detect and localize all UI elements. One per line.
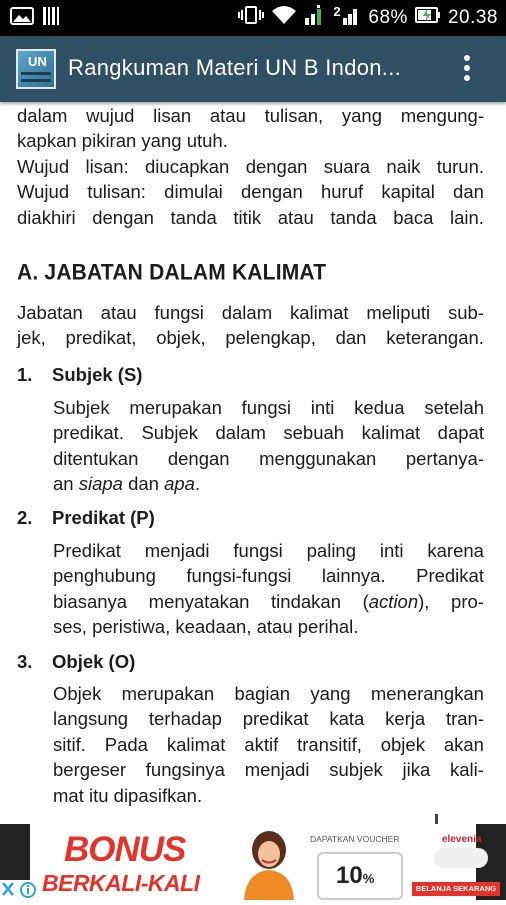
word: Wujud	[17, 155, 70, 177]
word: tulisan,	[264, 105, 324, 126]
word: bagian	[234, 683, 291, 704]
word: setelah	[424, 397, 484, 418]
word: yang	[310, 683, 351, 704]
word: dimulai	[164, 181, 223, 203]
text-line	[17, 300, 484, 325]
word: atau	[100, 302, 137, 323]
word: aktif	[244, 733, 279, 755]
word: jek,	[17, 327, 46, 349]
app-logo	[16, 49, 56, 89]
text-line	[17, 205, 484, 230]
word: merupakan	[129, 397, 222, 418]
intro-paragraph	[17, 103, 484, 230]
word: Objek	[53, 683, 102, 704]
word: fungsi-fungsi	[186, 565, 292, 587]
text-line	[17, 103, 484, 128]
ad-bonus-text: BONUS	[64, 830, 186, 869]
word: menjadi	[144, 540, 210, 561]
word: turun.	[436, 155, 484, 177]
ad-creative[interactable]	[30, 824, 497, 900]
ad-cta-button[interactable]: BELANJA SEKARANG	[412, 882, 500, 896]
word: bergeser	[53, 759, 127, 781]
word: dan	[453, 181, 484, 203]
vibrate-icon	[238, 5, 264, 31]
word: diucapkan	[145, 155, 230, 177]
app-logo-stripe	[21, 72, 51, 75]
word: dalam	[215, 422, 266, 444]
word: Subjek	[141, 422, 199, 444]
word: kalimat	[289, 302, 349, 323]
word: predikat,	[65, 327, 137, 349]
text-line	[17, 325, 484, 350]
word: sub-	[447, 302, 484, 323]
word: atau	[209, 105, 246, 126]
word: kalimat	[361, 422, 421, 444]
item-title-subjek: Subjek (S)	[52, 364, 143, 385]
word: suara	[323, 155, 371, 177]
word: baca	[393, 206, 434, 228]
text-line	[53, 420, 484, 445]
word: Wujud	[17, 181, 70, 203]
word: pro-	[451, 590, 484, 612]
word: mengung-	[400, 105, 484, 126]
word: pertanya-	[405, 447, 484, 469]
word: fungsi	[233, 540, 283, 561]
more-vert-icon[interactable]	[455, 52, 479, 86]
text-line	[53, 538, 484, 563]
word: dan	[122, 473, 165, 495]
word: yang	[341, 105, 382, 126]
battery-percent: 68%	[368, 7, 408, 28]
word: siapa	[78, 473, 123, 495]
word: sitif.	[53, 733, 86, 755]
text-line	[53, 681, 484, 706]
item-paragraph-objek	[53, 681, 484, 808]
word: fungsinya	[145, 759, 225, 781]
text-line	[53, 471, 484, 496]
word: kapkan pikiran yang utuh.	[17, 130, 228, 152]
app-title: Rangkuman Materi UN B Indon...	[68, 55, 402, 80]
word: tindakan	[271, 590, 341, 612]
word: dan	[335, 327, 367, 349]
item-number: 1.	[17, 364, 33, 385]
word: titik	[233, 206, 262, 228]
word: inti	[379, 540, 404, 561]
word: meliputi	[366, 302, 431, 323]
word: dapat	[437, 422, 484, 444]
word: dengan	[245, 155, 308, 177]
section-heading: A. JABATAN DALAM KALIMAT	[17, 260, 327, 285]
word: akan	[443, 733, 484, 755]
word: dalam	[17, 105, 68, 126]
app-logo-text: UN	[28, 54, 47, 69]
lead-paragraph	[17, 300, 484, 351]
text-line	[53, 732, 484, 757]
text-line	[53, 446, 484, 471]
word: tanda	[170, 206, 217, 228]
word: sebuah	[283, 422, 345, 444]
ad-person-image	[236, 830, 302, 900]
item-paragraph-subjek	[53, 395, 484, 497]
word: atau	[277, 206, 314, 228]
word: Predikat	[416, 565, 484, 587]
barcode-icon	[42, 6, 62, 31]
ad-berkali-text: BERKALI-KALI	[42, 870, 200, 896]
clock: 20.38	[447, 7, 498, 28]
word: diakhiri	[17, 206, 76, 228]
word: kedua	[354, 397, 405, 418]
word: menyatakan	[148, 590, 250, 612]
text-line	[53, 395, 484, 420]
word: pelengkap,	[225, 327, 316, 349]
word: objek	[380, 733, 425, 755]
status-bar	[0, 0, 506, 36]
word: biasanya	[53, 590, 128, 612]
word: Subjek	[53, 397, 110, 418]
text-line	[53, 783, 484, 808]
word: fungsi	[154, 302, 204, 323]
word: Predikat	[53, 540, 121, 561]
word: naik	[386, 155, 421, 177]
word: paling	[306, 540, 357, 561]
page-mark	[435, 814, 438, 824]
app-logo-stripe	[21, 79, 51, 82]
word: ses, peristiwa, keadaan, atau perihal.	[53, 616, 359, 638]
ad-banner[interactable]	[0, 824, 506, 900]
word: mat itu dipasifkan.	[53, 784, 203, 806]
word: dengan	[92, 206, 154, 228]
ad-voucher-value: 10	[336, 862, 363, 889]
word: kapital	[381, 181, 435, 203]
word: transitif,	[297, 733, 362, 755]
ad-voucher-label: DAPATKAN VOUCHER	[310, 834, 400, 844]
gallery-icon	[10, 7, 34, 30]
word: tulisan:	[87, 181, 146, 203]
ad-brand-badge	[434, 848, 488, 868]
ad-choices[interactable]	[0, 880, 40, 900]
item-number: 3.	[17, 651, 33, 672]
word: predikat.	[53, 422, 124, 444]
network-label: 2	[333, 4, 341, 19]
word: lisan:	[85, 155, 129, 177]
item-title-objek: Objek (O)	[52, 651, 136, 672]
item-number: 2.	[17, 507, 33, 528]
word: Jabatan	[17, 302, 83, 323]
word: inti	[310, 397, 335, 418]
word: dalam	[221, 302, 273, 323]
word: lisan	[153, 105, 192, 126]
app-bar	[0, 36, 506, 102]
word: (action),	[362, 590, 430, 612]
word: dengan	[241, 181, 303, 203]
word: karena	[427, 540, 484, 561]
ad-voucher-box	[317, 852, 403, 900]
text-line	[53, 757, 484, 782]
word: ditentukan	[53, 447, 139, 469]
word: menerangkan	[370, 683, 484, 704]
word: merupakan	[121, 683, 215, 704]
word: jika	[402, 759, 431, 781]
word: objek,	[156, 327, 206, 349]
reading-content[interactable]	[0, 102, 506, 824]
ad-brand-logo: elevenia	[442, 834, 482, 845]
signal-icon-2	[333, 4, 361, 32]
word: menggunakan	[259, 447, 377, 469]
word: menjadi	[244, 759, 310, 781]
item-paragraph-predikat	[53, 538, 484, 640]
word: lain.	[449, 206, 484, 228]
ad-choices-icon[interactable]	[0, 880, 40, 900]
word: fungsi	[241, 397, 292, 418]
text-line	[53, 563, 484, 588]
word: keterangan.	[386, 327, 484, 349]
text-line	[53, 614, 484, 639]
word: tanda	[330, 206, 377, 228]
signal-icon	[304, 4, 326, 32]
word: .	[194, 473, 201, 495]
word: predikat	[242, 708, 309, 730]
text-line	[17, 128, 484, 153]
word: huruf	[320, 181, 364, 203]
word: apa	[164, 473, 195, 495]
word: Pada	[104, 733, 148, 755]
word: penghubung	[53, 565, 156, 587]
text-line	[17, 154, 484, 179]
word: subjek	[329, 759, 383, 781]
text-line	[53, 706, 484, 731]
ad-voucher-unit: %	[362, 871, 375, 886]
word: tran-	[445, 708, 484, 730]
battery-charging-icon	[415, 5, 441, 31]
item-title-predikat: Predikat (P)	[52, 507, 155, 528]
word: langsung	[53, 708, 129, 730]
word: kali-	[450, 759, 484, 781]
wifi-icon	[271, 5, 297, 31]
word: an	[53, 473, 79, 495]
word: kata	[329, 708, 365, 730]
word: dengan	[167, 447, 230, 469]
word: kerja	[385, 708, 426, 730]
word: wujud	[86, 105, 135, 126]
word: terhadap	[148, 708, 222, 730]
text-line	[53, 589, 484, 614]
text-line	[17, 179, 484, 204]
word: kalimat	[166, 733, 226, 755]
word: lainnya.	[321, 565, 386, 587]
